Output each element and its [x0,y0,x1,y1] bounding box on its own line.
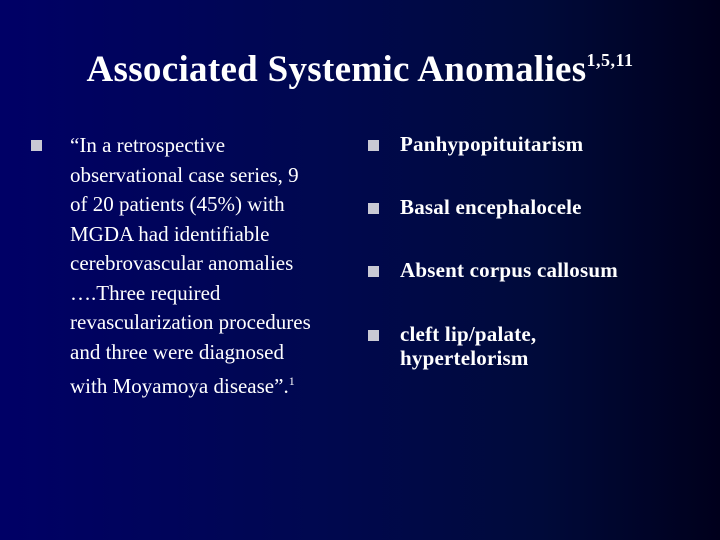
title-citation-superscript: 1,5,11 [586,50,634,70]
right-bullet-cleft-lip-palate [400,322,536,370]
quote-line: cerebrovascular anomalies [70,251,294,275]
left-bullet-quote [70,131,360,402]
quote-line: and three were diagnosed [70,339,284,364]
quote-line: ….Three required [70,280,221,305]
right-bullet-label: cleft lip/palate, [400,322,537,346]
quote-line-last [70,367,360,402]
square-bullet-icon [31,140,42,151]
quote-line: MGDA had identifiable [70,221,270,246]
right-bullet-panhypopituitarism [400,132,583,156]
slide-title-text: Associated Systemic Anomalies [86,49,587,90]
square-bullet-icon [368,203,379,214]
quote-line: “In a retrospective [70,133,226,157]
right-bullet-label: hypertelorism [400,346,529,370]
quote-line: observational case series, 9 [70,162,299,187]
right-bullet-label: Absent corpus callosum [400,258,618,282]
quote-citation-superscript: 1 [288,374,295,388]
quote-line: of 20 patients (45%) with [70,192,285,216]
square-bullet-icon [368,330,379,341]
right-bullet-label: Basal encephalocele [400,195,582,219]
right-bullet-absent-corpus-callosum [400,258,618,282]
quote-line-text: with Moyamoya disease”. [70,374,289,398]
right-bullet-label: Panhypopituitarism [400,132,584,156]
square-bullet-icon [368,140,379,151]
square-bullet-icon [368,266,379,277]
right-bullet-basal-encephalocele [400,195,582,219]
quote-line: revascularization procedures [70,310,311,334]
slide-title [0,48,720,91]
